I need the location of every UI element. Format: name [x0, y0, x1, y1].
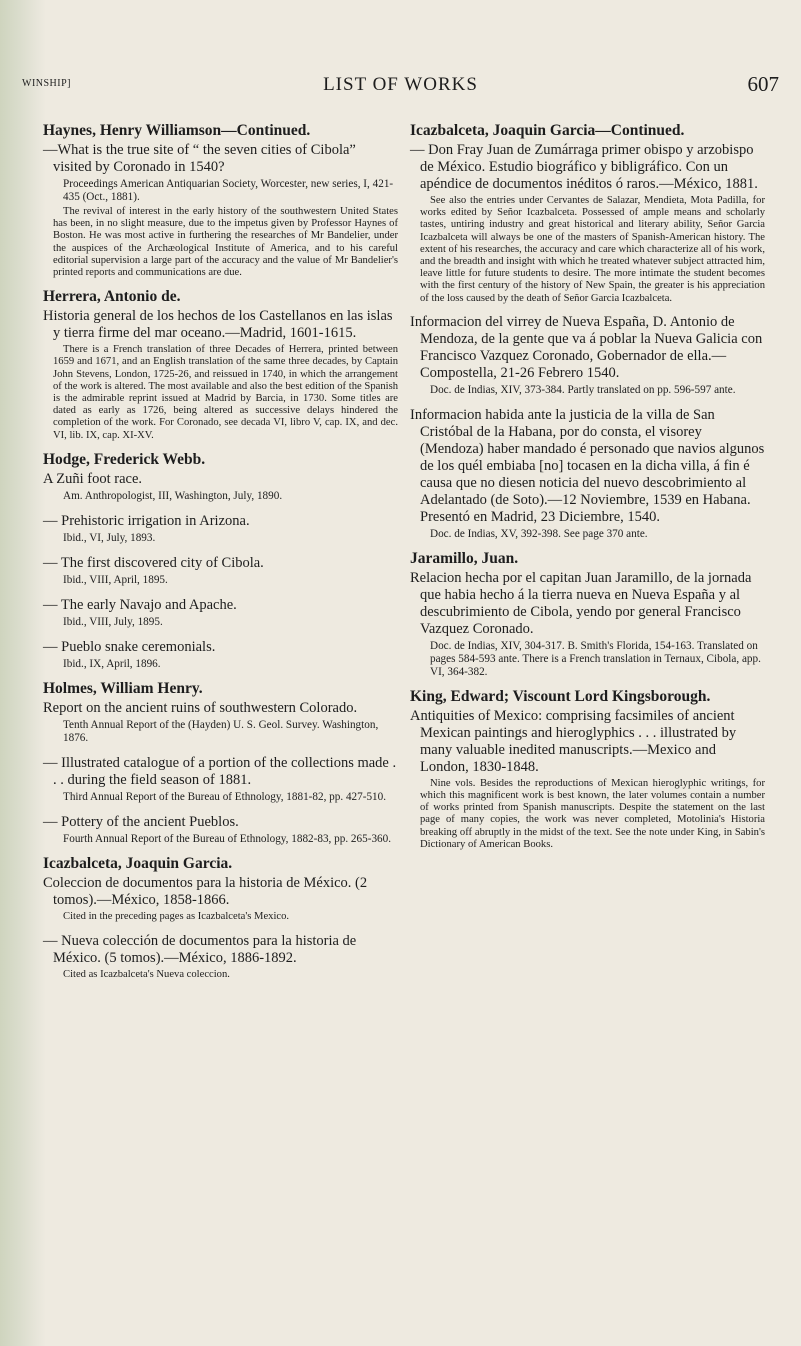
work-title: Historia general de los hechos de los Castellanos en las islas y tierra firme del mar oceano.—Madrid, 1601-1615.: [43, 308, 393, 342]
work-title: Antiquities of Mexico: comprising facsimiles of ancient Mexican paintings and hieroglyphics . . . illustrated by many valuable inedited manuscripts.—Mexico and London, 1830-1848.: [410, 707, 737, 775]
work-imprint: Am. Anthropologist, III, Washington, July, 1890.: [63, 489, 283, 502]
work-title: — Illustrated catalogue of a portion of the collections made . . . during the field season of 1881.: [43, 754, 397, 788]
work-title: — Don Fray Juan de Zumárraga primer obispo y arzobispo de México. Estudio biográfico y bibligráfico. Con un apéndice de documentos inéditos ó raros.—México, 1881.: [410, 142, 758, 192]
page-edge-stain: [0, 0, 46, 1346]
work-imprint: Doc. de Indias, XV, 392-398. See page 370 ante.: [430, 527, 648, 540]
entry-author: Icazbalceta, Joaquin Garcia.: [43, 854, 233, 872]
page-number: 607: [747, 72, 779, 96]
right-column: [410, 122, 765, 860]
running-head: [22, 74, 779, 96]
work-imprint: Ibid., IX, April, 1896.: [63, 657, 161, 670]
work-title: — The first discovered city of Cibola.: [43, 554, 264, 571]
bibliography-entry: [410, 122, 765, 305]
work-title: Relacion hecha por el capitan Juan Jaramillo, de la jornada que habia hecho á la tierra nueva en Nueva España y al descubrimiento de Cibola, yendo por general Francisco Vazquez Coronado.: [410, 569, 752, 637]
work-title: Informacion habida ante la justicia de la villa de San Cristóbal de la Habana, por do consta, el visorey (Mendoza) haber mandado é personado que navios algunos de los quél embiaba [no] tocasen en la dicha villa, á fin é causa que no diesen noticia del nuevo descobrimiento al Adelantado (de Soto).—12 Noviembre, 1539 en Habana. Presentó en Madrid, 23 Diciembre, 1540.: [410, 406, 765, 525]
work-imprint: Doc. de Indias, XIV, 304-317. B. Smith's Florida, 154-163. Translated on pages 584-593 ante. There is a French translation in Ternaux, Cibola, app. VI, 364-382.: [430, 639, 761, 678]
work-imprint: Ibid., VIII, July, 1895.: [63, 615, 163, 628]
work-title: — Nueva colección de documentos para la historia de México. (5 tomos).—México, 1886-1892.: [43, 933, 357, 967]
entry-author: Icazbalceta, Joaquin Garcia—Continued.: [410, 122, 685, 139]
entry-author: King, Edward; Viscount Lord Kingsborough.: [410, 687, 711, 705]
work-title: Report on the ancient ruins of southwestern Colorado.: [43, 699, 358, 716]
work-title: A Zuñi foot race.: [43, 470, 143, 487]
work-imprint: Fourth Annual Report of the Bureau of Ethnology, 1882-83, pp. 265-360.: [63, 832, 392, 845]
bibliography-entry: [410, 550, 765, 679]
work-note: Cited in the preceding pages as Icazbalceta's Mexico.: [63, 910, 290, 922]
bibliography-entry: [43, 288, 398, 442]
work-imprint: Tenth Annual Report of the (Hayden) U. S. Geol. Survey. Washington, 1876.: [63, 718, 379, 744]
entry-author: Hodge, Frederick Webb.: [43, 450, 206, 468]
entry-author: Herrera, Antonio de.: [43, 288, 181, 306]
left-column: [43, 122, 398, 990]
work-imprint: Ibid., VIII, April, 1895.: [63, 573, 168, 586]
work-imprint: Doc. de Indias, XIV, 373-384. Partly translated on pp. 596-597 ante.: [430, 383, 736, 396]
work-title: — The early Navajo and Apache.: [43, 596, 237, 613]
work-imprint: Proceedings American Antiquarian Society, Worcester, new series, I, 421-435 (Oct., 1881).: [63, 178, 394, 203]
work-imprint: Ibid., VI, July, 1893.: [63, 531, 156, 544]
bibliography-entry: [410, 314, 765, 541]
work-note: The revival of interest in the early history of the southwestern United States has been, in no slight measure, due to the impetus given by Professor Haynes of Boston. He was most active in furthering the researches of Mr Bandelier, under the auspices of the Archæological Institute of America, and to his careful editorial supervision a large part of the accuracy and the value of Mr Bandelier's printed reports and communications are due.: [53, 206, 398, 279]
work-title: — Pottery of the ancient Pueblos.: [43, 813, 239, 830]
bibliography-entry: [43, 451, 398, 671]
entry-author: Haynes, Henry Williamson—Continued.: [43, 122, 311, 139]
work-title: Coleccion de documentos para la historia de México. (2 tomos).—México, 1858-1866.: [43, 874, 368, 908]
bibliography-entry: [43, 855, 398, 981]
running-head-left: WINSHIP]: [22, 78, 71, 89]
work-note: Cited as Icazbalceta's Nueva coleccion.: [63, 969, 230, 981]
work-title: — Prehistoric irrigation in Arizona.: [43, 512, 250, 529]
work-note: See also the entries under Cervantes de Salazar, Mendieta, Mota Padilla, for works edited by Señor Icazbalceta. Possessed of ample means and scholarly tastes, untiring industry and great historical and literary ability, Señor Garcia Icazbalceta will always be one of the masters of Spanish-American history. The extent of his researches, the accuracy and care which characterize all of his work, and the breadth and insight with which he treated whatever subject attracted him, leave little for future students to desire. The more intimate the student becomes with the first century of the history of New Spain, the greater is his appreciation of the loss caused by the death of Señor Garcia Icazbalceta.: [420, 195, 766, 304]
work-title: — Pueblo snake ceremonials.: [43, 638, 216, 655]
work-title: Informacion del virrey de Nueva España, D. Antonio de Mendoza, de la gente que va á poblar la Nueva Galicia con Francisco Vazquez Coronado, Gobernador de ella.— Compostella, 21-26 Febrero 1540.: [410, 313, 763, 381]
entry-author: Holmes, William Henry.: [43, 679, 203, 697]
bibliography-entry: [43, 122, 398, 279]
work-note: There is a French translation of three Decades of Herrera, printed between 1659 and 1671, and an English translation of the same three decades, by Captain John Stevens, London, 1725-26, and reissued in 1740, in which the arrangement of the work is altered. The most available and also the best edition of the Spanish is the admirable reprint issued at Madrid by Barcia, in 1730. Some titles are dated as early as 1726, being altered as successive delays hindered the completion of the work. For Coronado, see decada VI, libro V, cap. IX, and dec. VI, lib. IX, cap. XI-XV.: [53, 344, 398, 441]
bibliography-entry: [410, 688, 765, 851]
bibliography-entry: [43, 680, 398, 846]
entry-author: Jaramillo, Juan.: [410, 549, 519, 567]
work-note: Nine vols. Besides the reproductions of Mexican hieroglyphic writings, for which this magnificent work is best known, the later volumes contain a number of works printed from Spanish manuscripts. Despite the statement on the last page of many copies, the work was never completed, Motolinia's Historia breaking off abruptly in the midst of the text. See the note under King, in Sabin's Dictionary of American Books.: [420, 777, 765, 850]
running-head-title: LIST OF WORKS: [323, 74, 478, 95]
work-title: —What is the true site of “ the seven cities of Cibola” visited by Coronado in 1540?: [43, 142, 356, 175]
work-imprint: Third Annual Report of the Bureau of Ethnology, 1881-82, pp. 427-510.: [63, 790, 387, 803]
